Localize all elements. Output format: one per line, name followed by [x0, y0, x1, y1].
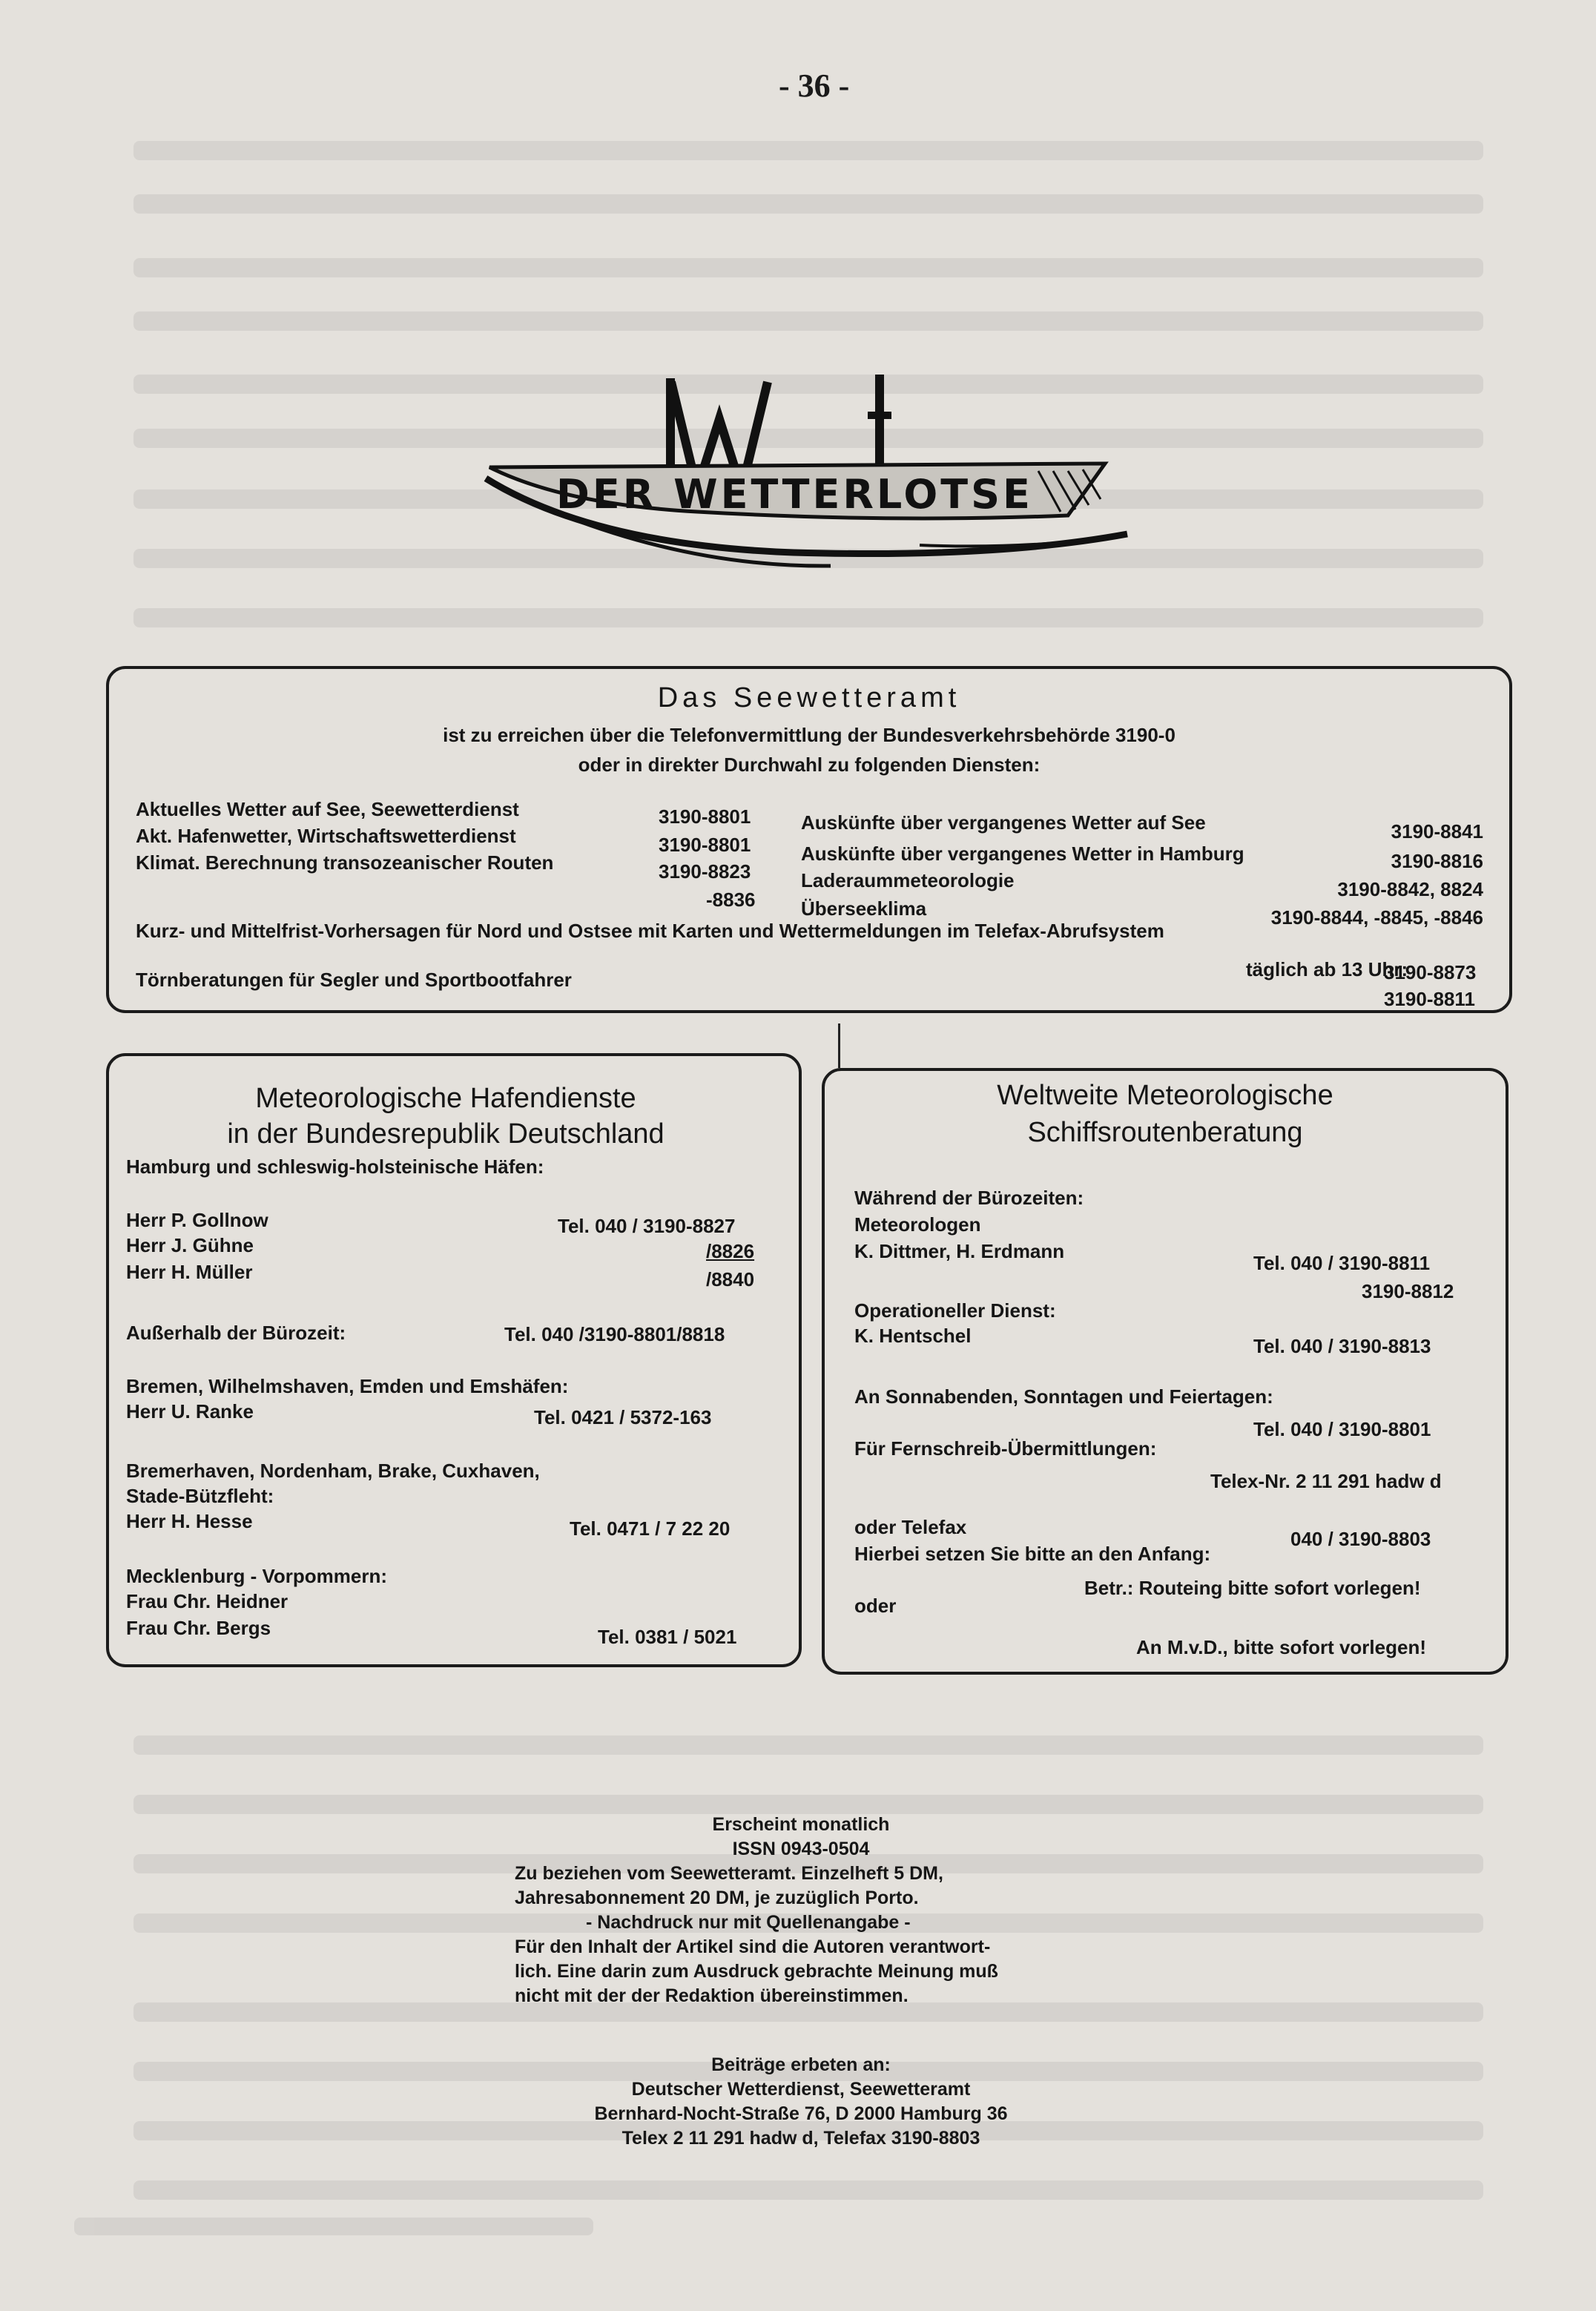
colophon-line: Deutscher Wetterdienst, Seewetteramt — [631, 2079, 971, 2100]
person-name: Herr H. Müller — [126, 1261, 253, 1283]
seewetteramt-subtitle-1: ist zu erreichen über die Telefonvermittlung der Bundesverkehrsbehörde 3190-0 — [443, 724, 1175, 746]
right-service-number: 3190-8816 — [1391, 850, 1483, 872]
colophon-line: Jahresabonnement 20 DM, je zuzüglich Porto. — [515, 1888, 919, 1908]
person-mv: Frau Chr. Bergs — [126, 1617, 271, 1639]
page-number: - 36 - — [779, 67, 850, 104]
colophon-line: lich. Eine darin zum Ausdruck gebrachte Meinung muß — [515, 1961, 998, 1982]
colophon-line: Für den Inhalt der Artikel sind die Autoren verantwort- — [515, 1936, 991, 1957]
colophon — [415, 1813, 1187, 1862]
region-bremerhaven-2: Stade-Bützfleht: — [126, 1485, 274, 1507]
tel-bremen: Tel. 0421 / 5372-163 — [534, 1406, 712, 1428]
colophon-line: Erscheint monatlich — [712, 1814, 890, 1835]
person-name: Herr J. Gühne — [126, 1234, 254, 1256]
fax-number: 3190-8873 — [1384, 961, 1477, 983]
seewetteramt-title: Das Seewetteramt — [657, 682, 961, 713]
fax-line: Kurz- und Mittelfrist-Vorhersagen für Nord und Ostsee mit Karten und Wettermeldungen im Telefax-Abrufsystem — [136, 920, 1164, 942]
schiffsrouten-title-2: Schiffsroutenberatung — [1027, 1117, 1303, 1148]
colophon-line: Bernhard-Nocht-Straße 76, D 2000 Hamburg 36 — [594, 2103, 1008, 2124]
region-mv: Mecklenburg - Vorpommern: — [126, 1565, 388, 1587]
colophon-line: - Nachdruck nur mit Quellenangabe - — [586, 1912, 911, 1933]
telex-label: Für Fernschreib-Übermittlungen: — [854, 1437, 1157, 1460]
right-service-label: Überseeklima — [801, 897, 927, 920]
prefix-note: Hierbei setzen Sie bitte an den Anfang: — [854, 1543, 1211, 1565]
person-bremerhaven: Herr H. Hesse — [126, 1510, 253, 1532]
toern-number: 3190-8811 — [1384, 988, 1475, 1010]
oder: oder — [854, 1595, 897, 1617]
schiffsrouten-title-1: Weltweite Meteorologische — [997, 1080, 1333, 1111]
left-service-label: Aktuelles Wetter auf See, Seewetterdienst — [136, 798, 519, 820]
schiffsrouten-tel-4: Tel. 040 / 3190-8801 — [1253, 1418, 1431, 1440]
operational-name: K. Hentschel — [854, 1325, 972, 1347]
telefax-number: 040 / 3190-8803 — [1290, 1528, 1431, 1550]
logo-der-wetterlotse — [475, 367, 1142, 590]
outside-label: Außerhalb der Bürozeit: — [126, 1322, 346, 1344]
right-service-number: 3190-8842, 8824 — [1337, 878, 1483, 900]
seewetteramt-subtitle-2: oder in direkter Durchwahl zu folgenden Diensten: — [578, 754, 1041, 776]
region-bremen: Bremen, Wilhelmshaven, Emden und Emshäfen: — [126, 1375, 569, 1397]
toern-label: Törnberatungen für Segler und Sportbootfahrer — [136, 969, 572, 991]
right-service-label: Auskünfte über vergangenes Wetter in Hamburg — [801, 843, 1244, 865]
person-tel: Tel. 040 / 3190-8827 — [558, 1215, 736, 1237]
person-bremen: Herr U. Ranke — [126, 1400, 254, 1422]
logo-wordmark: DER WETTERLOTSE — [556, 471, 1033, 518]
left-service-number: 3190-8823 — [659, 860, 751, 883]
schiffsrouten-tel-3: Tel. 040 / 3190-8813 — [1253, 1335, 1431, 1357]
meteorologen: Meteorologen — [854, 1213, 981, 1236]
colophon-line: Telex 2 11 291 hadw d, Telefax 3190-8803 — [621, 2128, 980, 2149]
colophon-line: Beiträge erbeten an: — [711, 2054, 891, 2075]
colophon-line: Zu beziehen vom Seewetteramt. Einzelheft 5 DM, — [515, 1863, 943, 1884]
weekend: An Sonnabenden, Sonntagen und Feiertagen: — [854, 1385, 1273, 1408]
person-mv: Frau Chr. Heidner — [126, 1590, 288, 1612]
person-tel: /8826 — [706, 1240, 755, 1262]
hafendienste-title-2: in der Bundesrepublik Deutschland — [227, 1118, 665, 1150]
right-service-label: Auskünfte über vergangenes Wetter auf See — [801, 811, 1206, 834]
telex-number: Telex-Nr. 2 11 291 hadw d — [1210, 1470, 1442, 1492]
colophon-line: nicht mit der der Redaktion übereinstimmen. — [515, 1985, 909, 2006]
tel-mv: Tel. 0381 / 5021 — [598, 1626, 737, 1648]
meteorologen-names: K. Dittmer, H. Erdmann — [854, 1240, 1065, 1262]
person-name: Herr P. Gollnow — [126, 1209, 268, 1231]
schiffsrouten-tel-1: Tel. 040 / 3190-8811 — [1253, 1252, 1431, 1274]
outside-tel: Tel. 040 /3190-8801/8818 — [504, 1323, 725, 1345]
region-bremerhaven: Bremerhaven, Nordenham, Brake, Cuxhaven, — [126, 1460, 540, 1482]
office-hours: Während der Bürozeiten: — [854, 1187, 1084, 1209]
vertical-divider — [838, 1023, 840, 1068]
left-service-number: 3190-8801 — [659, 805, 751, 828]
left-service-label: Akt. Hafenwetter, Wirtschaftswetterdienst — [136, 825, 516, 847]
colophon-contact — [415, 2053, 1187, 2151]
betr-note: Betr.: Routeing bitte sofort vorlegen! — [1084, 1577, 1421, 1599]
colophon-block — [515, 1862, 1123, 2008]
right-service-number: 3190-8844, -8845, -8846 — [1270, 906, 1483, 929]
operational: Operationeller Dienst: — [854, 1299, 1056, 1322]
right-service-number: 3190-8841 — [1391, 820, 1483, 843]
right-service-label: Laderaummeteorologie — [801, 869, 1015, 891]
schiffsrouten-tel-2: 3190-8812 — [1362, 1280, 1454, 1302]
hafendienste-title-1: Meteorologische Hafendienste — [255, 1083, 636, 1114]
left-service-number: -8836 — [706, 889, 756, 911]
colophon-line: ISSN 0943-0504 — [732, 1839, 870, 1859]
left-service-label: Klimat. Berechnung transozeanischer Routen — [136, 851, 554, 874]
tel-bremerhaven: Tel. 0471 / 7 22 20 — [570, 1517, 731, 1540]
left-service-number: 3190-8801 — [659, 834, 751, 856]
telefax-label: oder Telefax — [854, 1516, 967, 1538]
person-tel: /8840 — [706, 1268, 755, 1290]
region-hamburg: Hamburg und schleswig-holsteinische Häfen: — [126, 1156, 544, 1178]
fax-time: täglich ab 13 Uhr: — [1246, 958, 1408, 980]
anmvd-note: An M.v.D., bitte sofort vorlegen! — [1136, 1636, 1426, 1658]
